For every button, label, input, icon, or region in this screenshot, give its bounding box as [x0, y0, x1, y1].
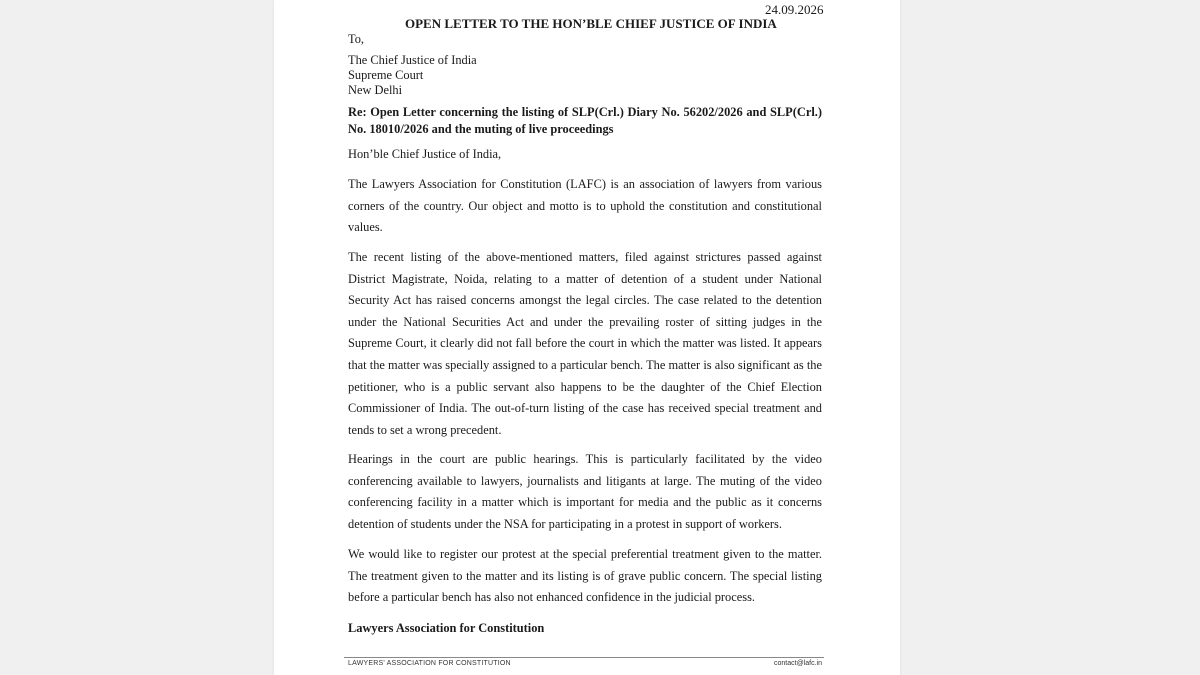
letter-salutation: Hon’ble Chief Justice of India,: [348, 147, 502, 161]
footer-organization: LAWYERS' ASSOCIATION FOR CONSTITUTION: [348, 660, 511, 667]
paragraph-intro: The Lawyers Association for Constitution (LAFC) is an association of lawyers from various corners of the country. Our object and motto is to uphold the constitution and constitutional values.: [348, 177, 822, 235]
address-line-city: New Delhi: [348, 83, 403, 97]
letter-subject: Re: Open Letter concerning the listing of SLP(Crl.) Diary No. 56202/2026 and SLP(Crl.) No. 18010/2026 and the muting of live proceedings: [348, 105, 822, 136]
paragraph-hearings: Hearings in the court are public hearings. This is particularly facilitated by the video conferencing available to lawyers, journalists and litigants at large. The muting of the video conferencing facility in a matter which is important for media and the public as it concerns detention of students under the NSA for participating in a protest in support of workers.: [348, 452, 822, 531]
letter-date: 24.09.2026: [765, 2, 824, 17]
address-line-court: Supreme Court: [348, 68, 424, 82]
recipient-address: [348, 53, 822, 98]
address-line-name: The Chief Justice of India: [348, 53, 477, 67]
footer-contact-email: contact@lafc.in: [774, 660, 822, 667]
letter-title: OPEN LETTER TO THE HON’BLE CHIEF JUSTICE OF INDIA: [405, 16, 777, 31]
footer-divider: [344, 657, 824, 658]
signature: Lawyers Association for Constitution: [348, 621, 545, 635]
recipient-to: To,: [348, 32, 364, 46]
paragraph-protest: We would like to register our protest at the special preferential treatment given to the matter. The treatment given to the matter and its listing is of grave public concern. The special listing before a particular bench has also not enhanced confidence in the judicial process.: [348, 547, 822, 605]
paragraph-listing: The recent listing of the above-mentioned matters, filed against strictures passed against District Magistrate, Noida, relating to a matter of detention of a student under National Security Act has raised concerns amongst the legal circles. The case related to the detention under the National Securities Act and under the prevailing roster of sitting judges in the Supreme Court, it clearly did not fall before the court in which the matter was listed. It appears that the matter was specially assigned to a particular bench. The matter is also significant as the petitioner, who is a public servant also happens to be the daughter of the Chief Election Commissioner of India. The out-of-turn listing of the case has received special treatment and tends to set a wrong precedent.: [348, 250, 822, 437]
